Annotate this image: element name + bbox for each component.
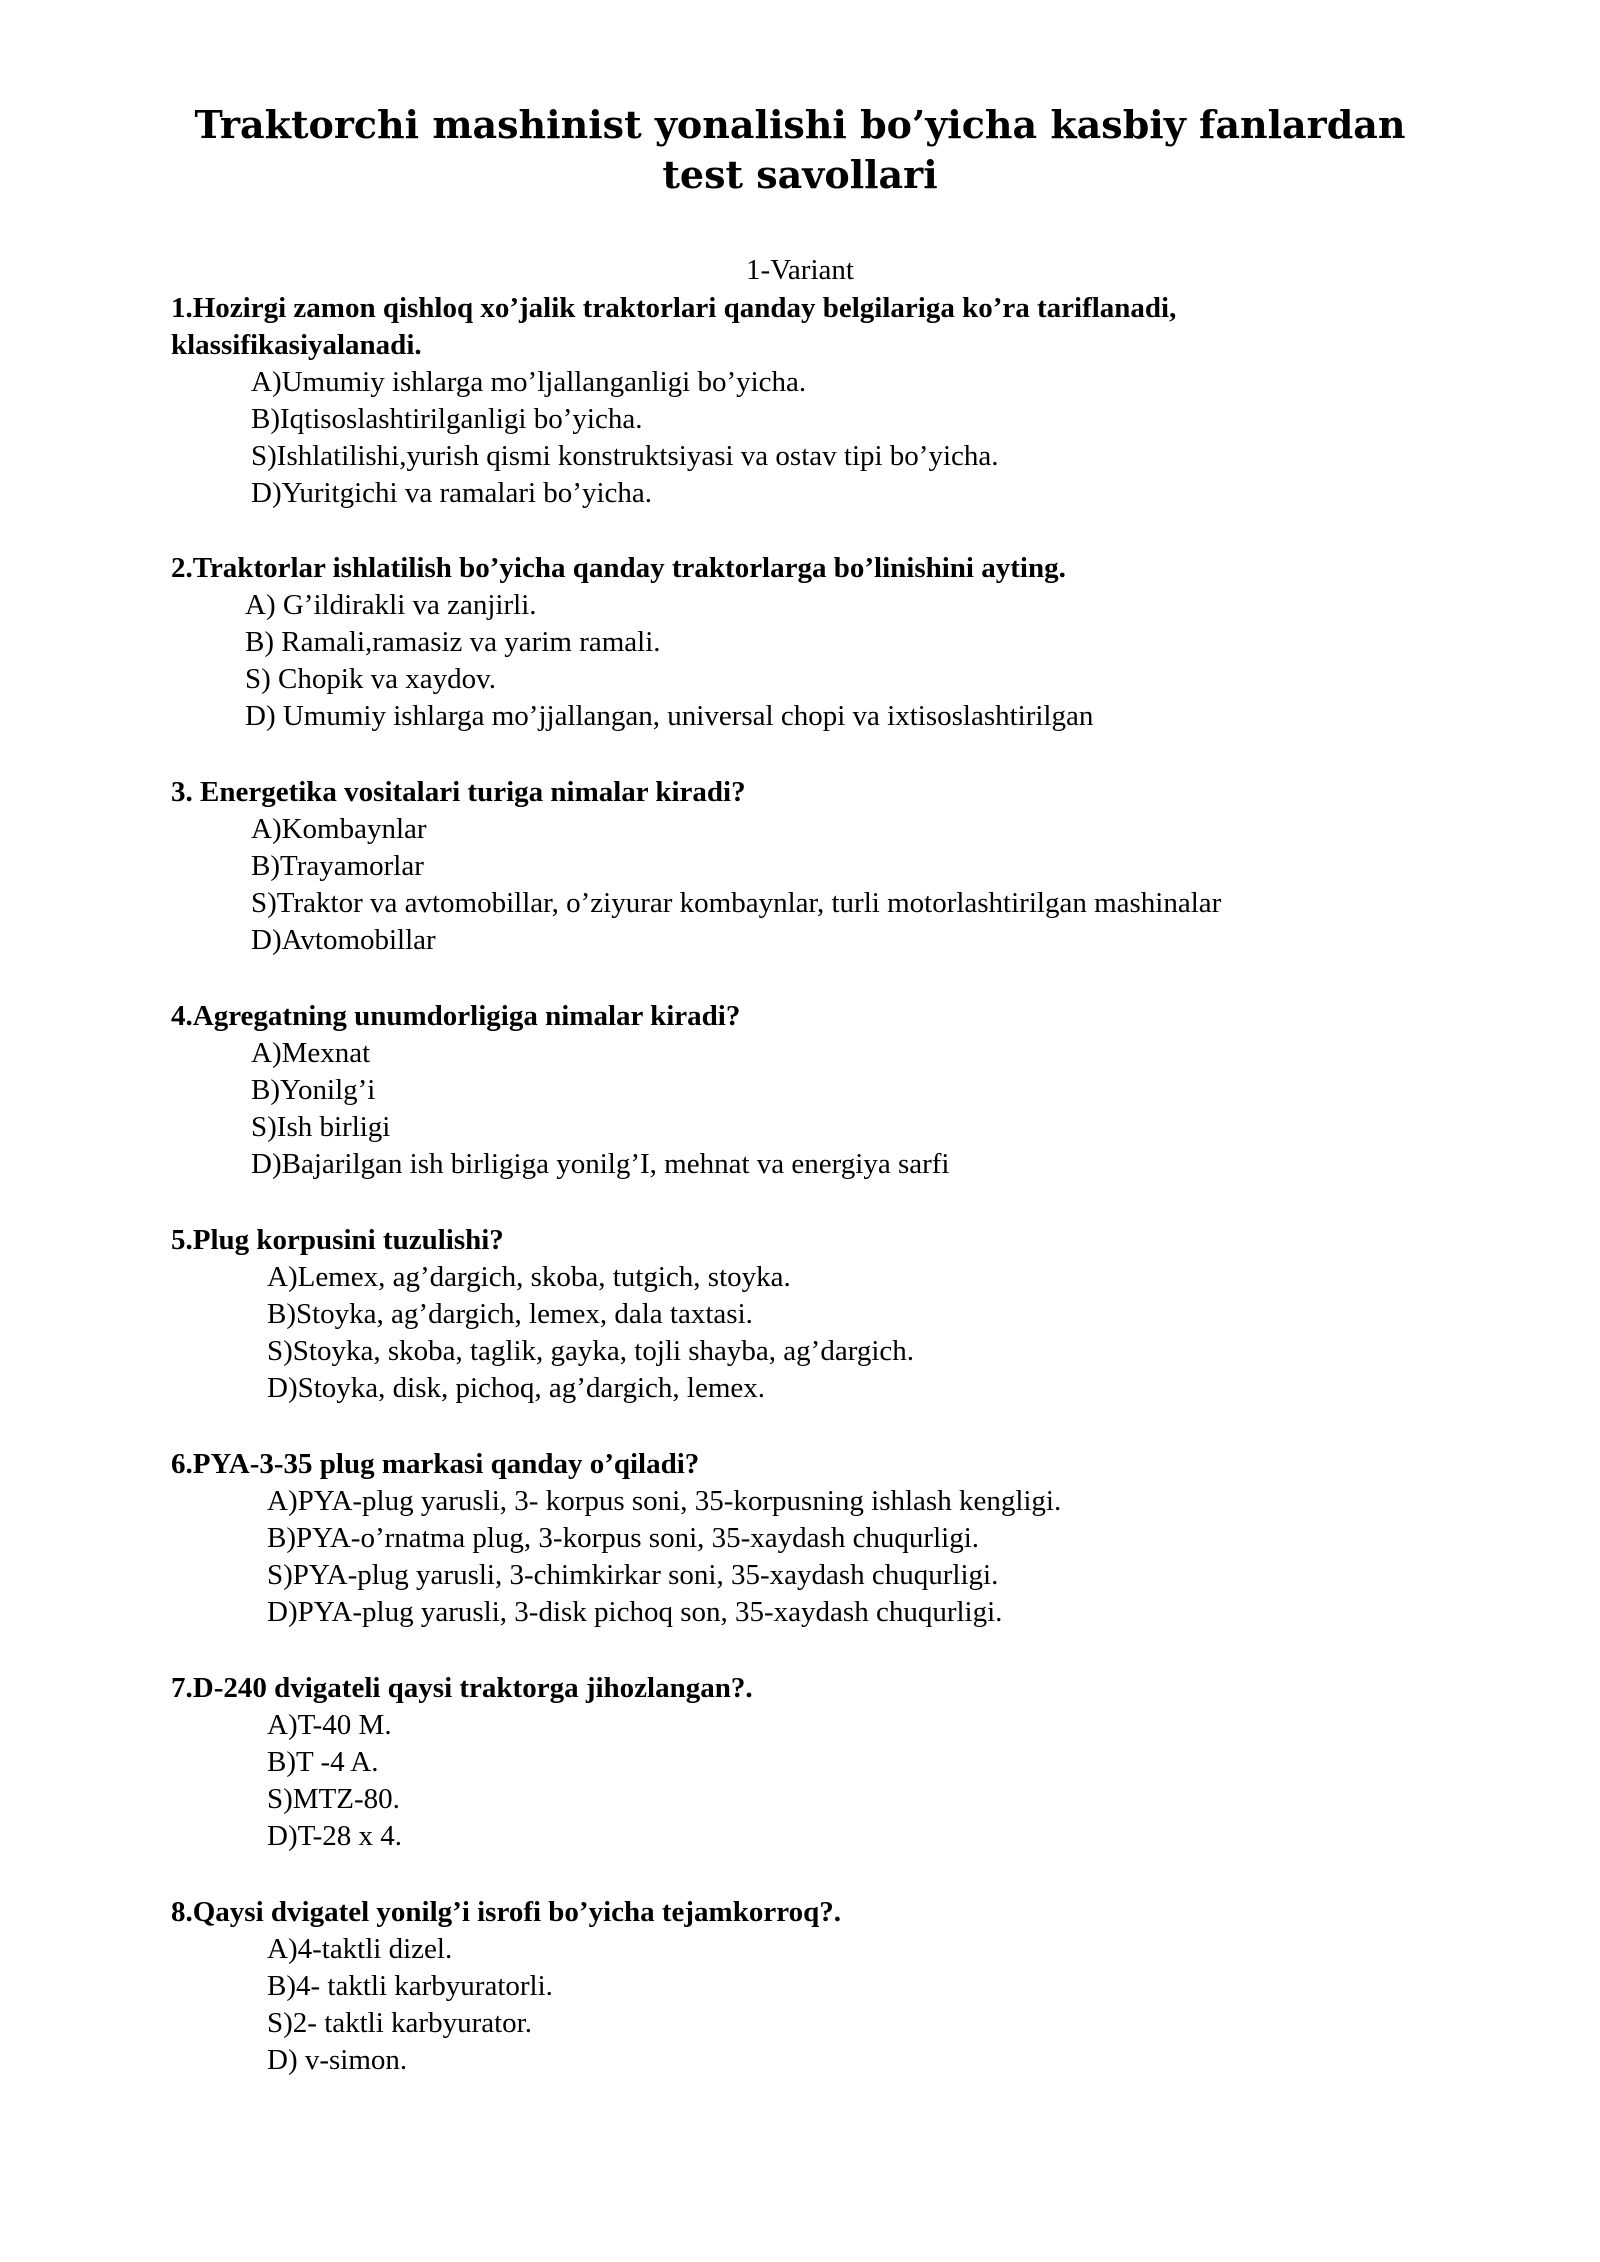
document-title: Traktorchi mashinist yonalishi bo’yicha kasbiy fanlardan test savollari <box>194 102 1406 197</box>
option-b: B)4- taktli karbyuratorli. <box>267 1970 553 2002</box>
question-text: 5.Plug korpusini tuzulishi? <box>171 1224 504 1256</box>
options-list <box>171 1707 1431 1855</box>
question-1 <box>171 290 1431 512</box>
options-list <box>171 587 1431 735</box>
option-a: A)Mexnat <box>251 1037 371 1069</box>
option-b: B) Ramali,ramasiz va yarim ramali. <box>245 626 661 658</box>
question-7 <box>171 1670 1431 1855</box>
option-a: A)Umumiy ishlarga mo’ljallanganligi bo’yicha. <box>251 366 807 398</box>
options-list <box>171 1931 1431 2079</box>
option-d: D)T-28 x 4. <box>267 1820 403 1852</box>
question-3 <box>171 774 1431 959</box>
option-a: A)T-40 M. <box>267 1709 392 1741</box>
variant-label: 1-Variant <box>746 254 854 286</box>
option-b: B)Stoyka, ag’dargich, lemex, dala taxtasi. <box>267 1298 753 1330</box>
option-d: D) v-simon. <box>267 2044 408 2076</box>
option-a: A)Kombaynlar <box>251 813 427 845</box>
option-s: S)PYA-plug yarusli, 3-chimkirkar soni, 35-xaydash chuqurligi. <box>267 1559 999 1591</box>
option-b: B)Yonilg’i <box>251 1074 376 1106</box>
options-list <box>171 364 1431 512</box>
question-2 <box>171 550 1431 735</box>
option-s: S)MTZ-80. <box>267 1783 400 1815</box>
option-b: B)T -4 A. <box>267 1746 379 1778</box>
question-text: 6.PYA-3-35 plug markasi qanday o’qiladi? <box>171 1448 700 1480</box>
options-list <box>171 1035 1431 1183</box>
option-s: S) Chopik va xaydov. <box>245 663 497 695</box>
question-text: 8.Qaysi dvigatel yonilg’i isrofi bo’yicha tejamkorroq?. <box>171 1896 841 1928</box>
question-5 <box>171 1222 1431 1407</box>
option-s: S)Ishlatilishi,yurish qismi konstruktsiyasi va ostav tipi bo’yicha. <box>251 440 999 472</box>
question-text: 1.Hozirgi zamon qishloq xo’jalik traktorlari qanday belgilariga ko’ra tariflanadi, klassifikasiyalanadi. <box>171 292 1177 361</box>
option-s: S)Traktor va avtomobillar, o’ziyurar kombaynlar, turli motorlashtirilgan mashinalar <box>251 887 1222 919</box>
question-6 <box>171 1446 1431 1631</box>
option-d: D) Umumiy ishlarga mo’jjallangan, universal chopi va ixtisoslashtirilgan <box>245 700 1094 732</box>
option-a: A)Lemex, ag’dargich, skoba, tutgich, stoyka. <box>267 1261 791 1293</box>
option-a: A) G’ildirakli va zanjirli. <box>245 589 537 621</box>
option-s: S)2- taktli karbyurator. <box>267 2007 532 2039</box>
option-s: S)Ish birligi <box>251 1111 391 1143</box>
options-list <box>171 1483 1431 1631</box>
option-d: D)Yuritgichi va ramalari bo’yicha. <box>251 477 653 509</box>
question-8 <box>171 1894 1431 2079</box>
question-4 <box>171 998 1431 1183</box>
option-a: A)4-taktli dizel. <box>267 1933 453 1965</box>
option-d: D)Avtomobillar <box>251 924 436 956</box>
question-text: 2.Traktorlar ishlatilish bo’yicha qanday traktorlarga bo’linishini ayting. <box>171 552 1066 584</box>
question-text: 7.D-240 dvigateli qaysi traktorga jihozlangan?. <box>171 1672 753 1704</box>
option-b: B)Iqtisoslashtirilganligi bo’yicha. <box>251 403 643 435</box>
question-text: 3. Energetika vositalari turiga nimalar kiradi? <box>171 776 746 808</box>
option-d: D)Bajarilgan ish birligiga yonilg’I, mehnat va energiya sarfi <box>251 1148 950 1180</box>
option-s: S)Stoyka, skoba, taglik, gayka, tojli shayba, ag’dargich. <box>267 1335 915 1367</box>
option-d: D)PYA-plug yarusli, 3-disk pichoq son, 35-xaydash chuqurligi. <box>267 1596 1003 1628</box>
option-b: B)PYA-o’rnatma plug, 3-korpus soni, 35-xaydash chuqurligi. <box>267 1522 980 1554</box>
options-list <box>171 1259 1431 1407</box>
question-text: 4.Agregatning unumdorligiga nimalar kiradi? <box>171 1000 741 1032</box>
options-list <box>171 811 1431 959</box>
option-a: A)PYA-plug yarusli, 3- korpus soni, 35-korpusning ishlash kengligi. <box>267 1485 1062 1517</box>
option-b: B)Trayamorlar <box>251 850 424 882</box>
option-d: D)Stoyka, disk, pichoq, ag’dargich, lemex. <box>267 1372 765 1404</box>
